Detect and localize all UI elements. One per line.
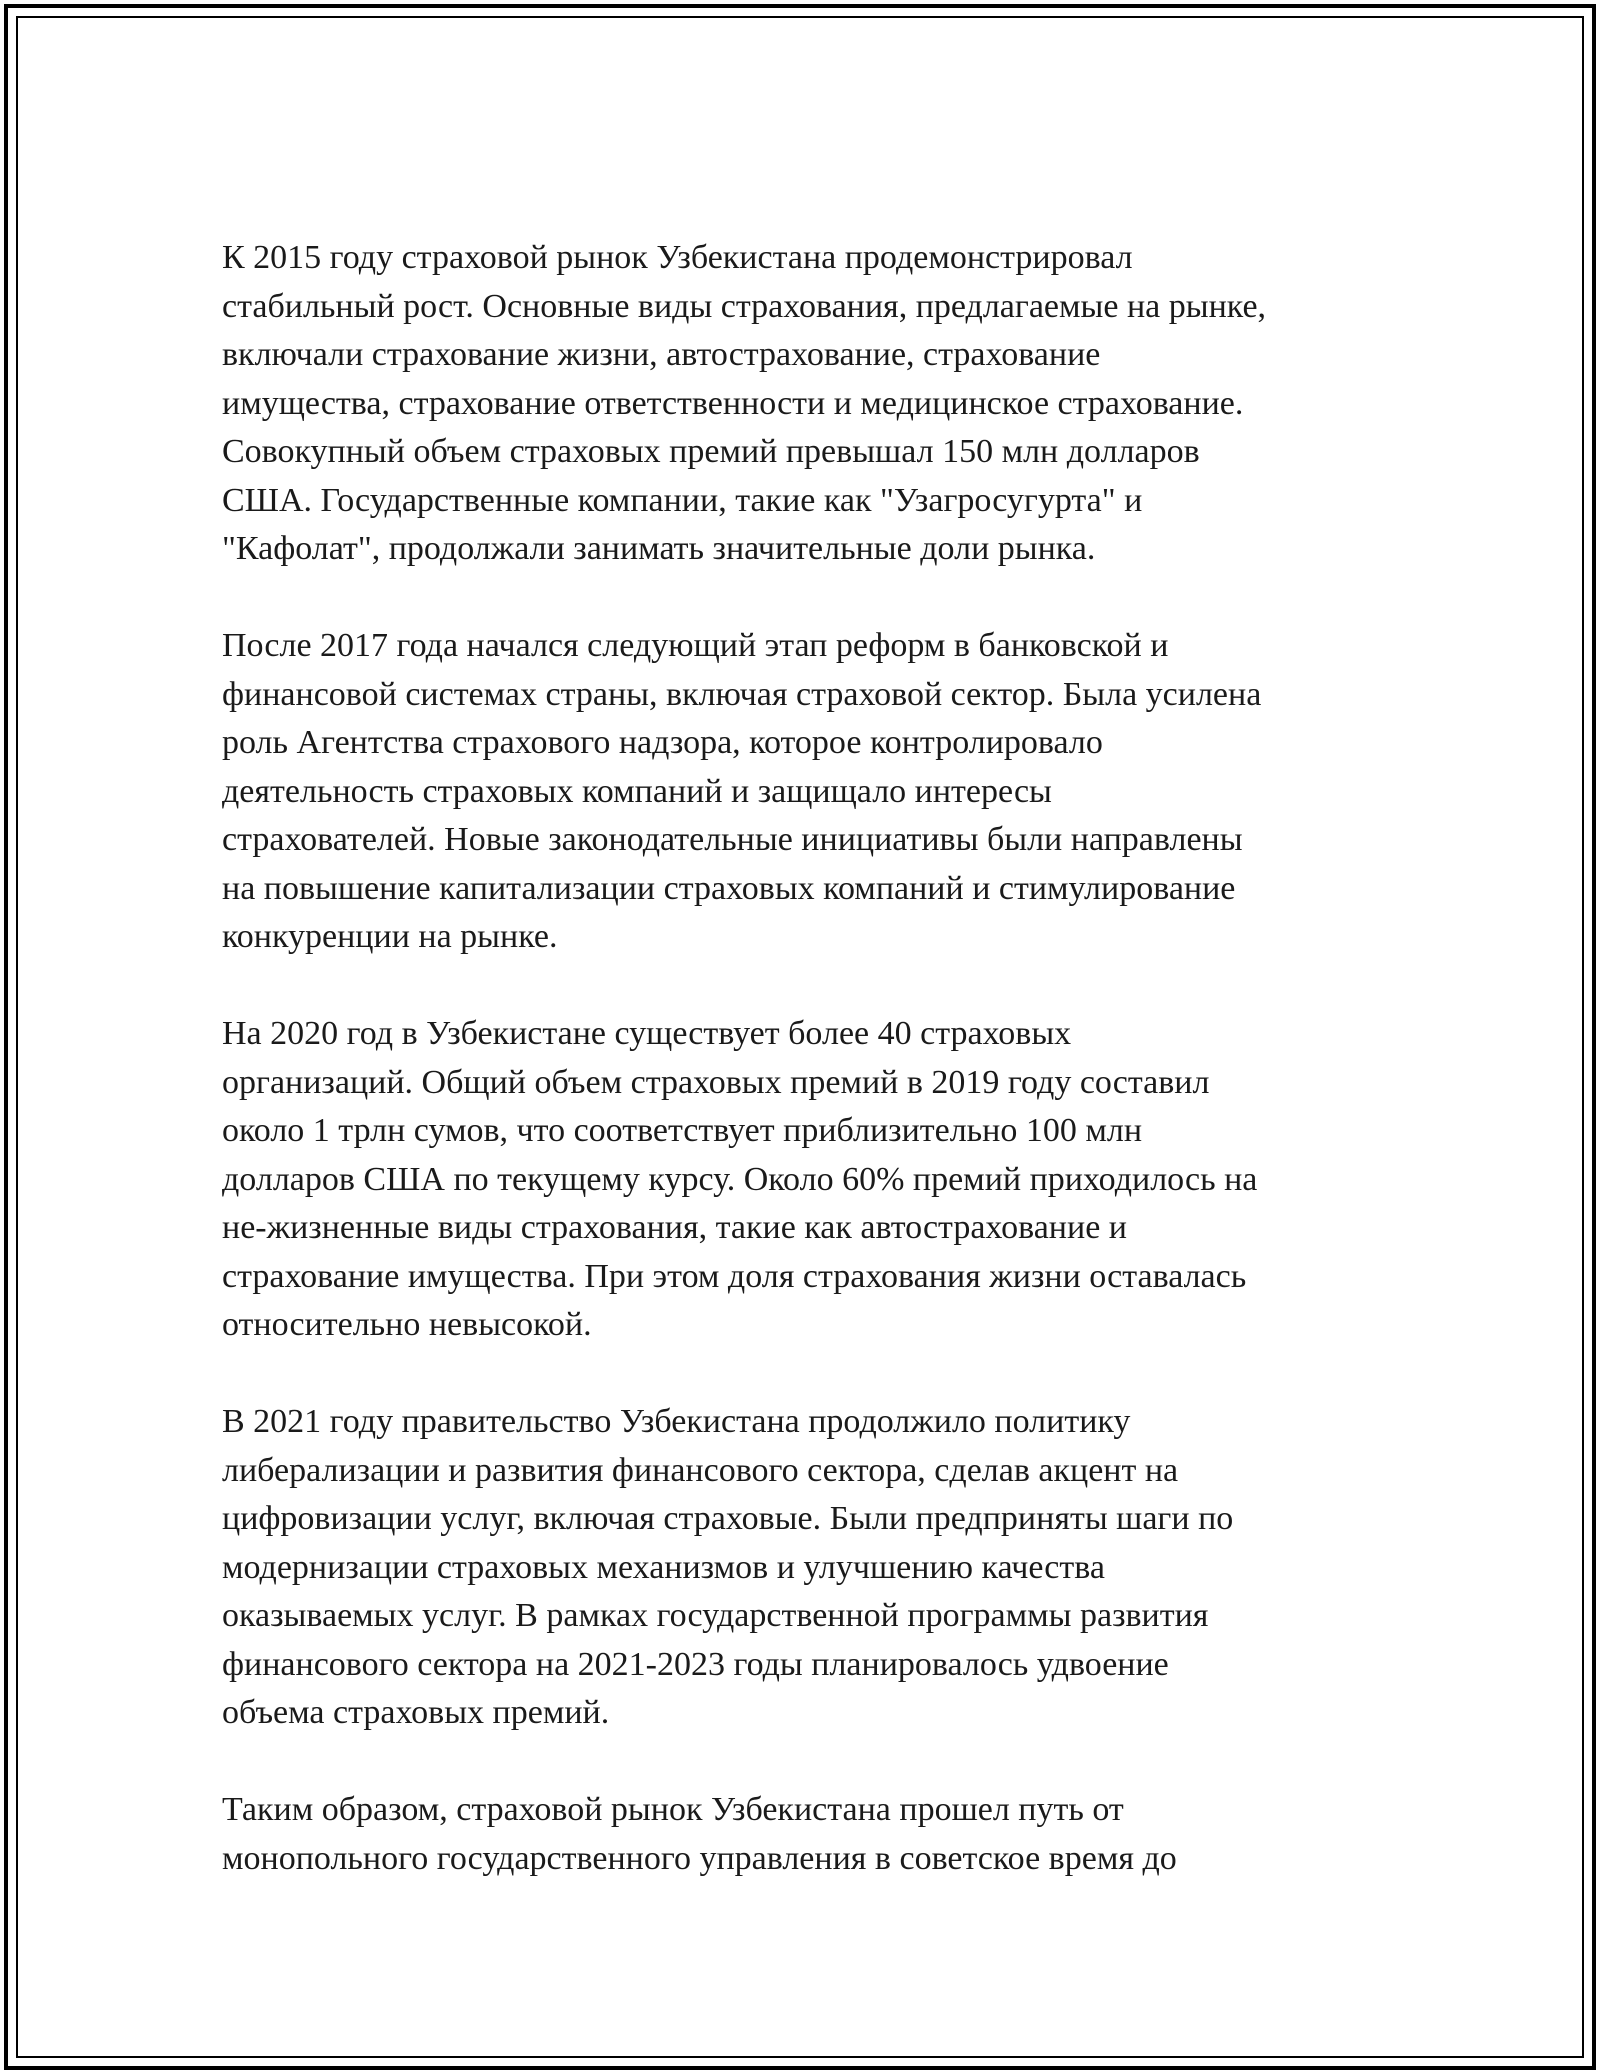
paragraph-2020-status [222, 1010, 1362, 1350]
text-line: страхователей. Новые законодательные инициативы были направлены [222, 821, 1243, 858]
text-line: конкуренции на рынке. [222, 918, 558, 955]
paragraph-2015-market [222, 234, 1362, 574]
text-line: Совокупный объем страховых премий превышал 150 млн долларов [222, 433, 1200, 470]
text-line: относительно невысокой. [222, 1306, 592, 1343]
paragraph-2021-policy [222, 1398, 1362, 1738]
text-line: роль Агентства страхового надзора, которое контролировало [222, 724, 1103, 761]
text-line: "Кафолат", продолжали занимать значительные доли рынка. [222, 530, 1096, 567]
text-line: США. Государственные компании, такие как "Узагросугурта" и [222, 481, 1143, 519]
document-body [222, 234, 1362, 1932]
text-line: Таким образом, страховой рынок Узбекистана прошел путь от [222, 1791, 1124, 1828]
text-line: либерализации и развития финансового сектора, сделав акцент на [222, 1451, 1179, 1489]
text-line: долларов США по текущему курсу. Около 60% премий приходилось на [222, 1160, 1258, 1198]
text-line: на повышение капитализации страховых компаний и стимулирование [222, 869, 1236, 907]
text-line: монопольного государственного управления в советское время до [222, 1839, 1177, 1877]
paragraph-2017-reforms [222, 622, 1362, 962]
text-line: организаций. Общий объем страховых премий в 2019 году составил [222, 1063, 1210, 1101]
text-line: деятельность страховых компаний и защищало интересы [222, 772, 1052, 810]
text-line: На 2020 год в Узбекистане существует более 40 страховых [222, 1015, 1072, 1052]
text-line: около 1 трлн сумов, что соответствует приблизительно 100 млн [222, 1112, 1143, 1149]
text-line: оказываемых услуг. В рамках государственной программы развития [222, 1597, 1209, 1634]
text-line: стабильный рост. Основные виды страхования, предлагаемые на рынке, [222, 287, 1267, 325]
text-line: страхование имущества. При этом доля страхования жизни оставалась [222, 1257, 1247, 1295]
text-line: финансового сектора на 2021-2023 годы планировалось удвоение [222, 1645, 1169, 1683]
text-line: финансовой системах страны, включая страховой сектор. Была усилена [222, 675, 1262, 713]
text-line: объема страховых премий. [222, 1694, 610, 1731]
text-line: не-жизненные виды страхования, такие как автострахование и [222, 1209, 1127, 1246]
text-line: После 2017 года начался следующий этап реформ в банковской и [222, 627, 1169, 664]
text-line: К 2015 году страховой рынок Узбекистана продемонстрировал [222, 239, 1133, 276]
text-line: модернизации страховых механизмов и улучшению качества [222, 1548, 1105, 1586]
paragraph-conclusion [222, 1786, 1362, 1883]
text-line: цифровизации услуг, включая страховые. Были предприняты шаги по [222, 1500, 1234, 1537]
text-line: включали страхование жизни, автострахование, страхование [222, 336, 1101, 373]
text-line: В 2021 году правительство Узбекистана продолжило политику [222, 1403, 1131, 1440]
text-line: имущества, страхование ответственности и медицинское страхование. [222, 384, 1244, 422]
